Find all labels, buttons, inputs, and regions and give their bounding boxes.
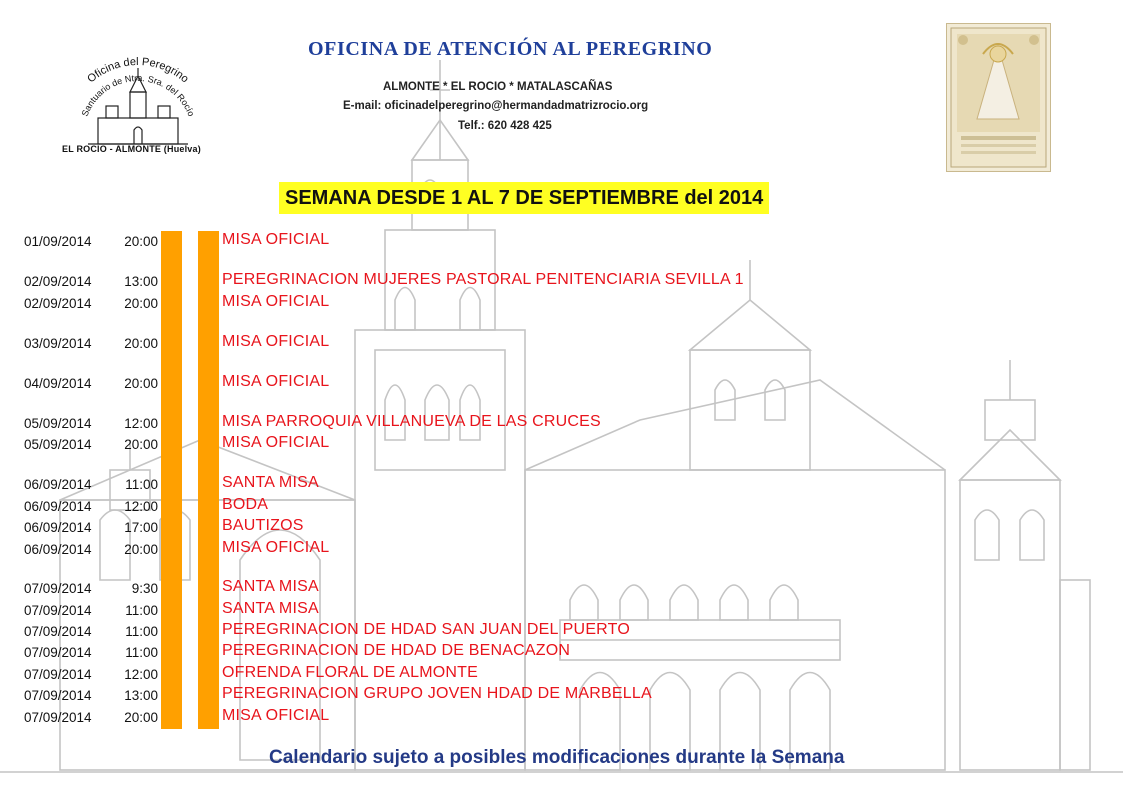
row-date: 06/09/2014 [24, 477, 92, 492]
row-event: PEREGRINACION MUJERES PASTORAL PENITENCIARIA SEVILLA 1 [222, 271, 744, 288]
row-time: 20:00 [124, 542, 158, 557]
row-date: 06/09/2014 [24, 499, 92, 514]
row-time: 20:00 [124, 710, 158, 725]
schedule-row [0, 707, 1123, 727]
row-event: MISA PARROQUIA VILLANUEVA DE LAS CRUCES [222, 413, 601, 430]
schedule-row [0, 293, 1123, 313]
schedule-row [0, 373, 1123, 393]
row-date: 06/09/2014 [24, 542, 92, 557]
row-date: 02/09/2014 [24, 274, 92, 289]
row-date: 07/09/2014 [24, 624, 92, 639]
row-event: PEREGRINACION GRUPO JOVEN HDAD DE MARBELLA [222, 685, 652, 702]
row-event: MISA OFICIAL [222, 373, 330, 390]
row-event: OFRENDA FLORAL DE ALMONTE [222, 664, 479, 681]
row-time: 11:00 [125, 603, 158, 618]
row-date: 01/09/2014 [24, 234, 92, 249]
row-date: 05/09/2014 [24, 437, 92, 452]
row-event: SANTA MISA [222, 600, 319, 617]
row-date: 07/09/2014 [24, 603, 92, 618]
office-phone: Telf.: 620 428 425 [458, 120, 552, 132]
row-time: 11:00 [125, 645, 158, 660]
office-email[interactable]: E-mail: oficinadelperegrino@hermandadmatrizrocio.org [343, 100, 649, 112]
schedule-row [0, 600, 1123, 620]
row-event: PEREGRINACION DE HDAD SAN JUAN DEL PUERTO [222, 621, 630, 638]
schedule-row [0, 685, 1123, 705]
schedule-row [0, 539, 1123, 559]
row-time: 11:00 [125, 477, 158, 492]
office-title: OFICINA DE ATENCIÓN AL PEREGRINO [308, 38, 713, 60]
row-time: 11:00 [125, 624, 158, 639]
schedule-row [0, 271, 1123, 291]
office-locations: ALMONTE * EL ROCIO * MATALASCAÑAS [383, 81, 613, 93]
row-event: MISA OFICIAL [222, 539, 330, 556]
row-time: 13:00 [124, 688, 158, 703]
row-event: MISA OFICIAL [222, 293, 330, 310]
week-banner: SEMANA DESDE 1 AL 7 DE SEPTIEMBRE del 2014 [279, 182, 769, 214]
logo-arc-text-2: Santuario de Ntra. Sra. del Rocío [79, 72, 197, 118]
row-time: 13:00 [124, 274, 158, 289]
row-date: 07/09/2014 [24, 645, 92, 660]
schedule-row [0, 474, 1123, 494]
row-date: 05/09/2014 [24, 416, 92, 431]
row-date: 06/09/2014 [24, 520, 92, 535]
row-event: BODA [222, 496, 269, 513]
row-event: SANTA MISA [222, 474, 319, 491]
logo-caption: EL ROCIO - ALMONTE (Huelva) [62, 144, 201, 154]
schedule-row [0, 413, 1123, 433]
row-event: PEREGRINACION DE HDAD DE BENACAZON [222, 642, 571, 659]
row-event: MISA OFICIAL [222, 707, 330, 724]
row-event: BAUTIZOS [222, 517, 304, 534]
schedule-row [0, 664, 1123, 684]
schedule-row [0, 621, 1123, 641]
schedule-row [0, 434, 1123, 454]
row-event: MISA OFICIAL [222, 333, 330, 350]
row-time: 12:00 [124, 416, 158, 431]
row-date: 07/09/2014 [24, 581, 92, 596]
row-time: 20:00 [124, 336, 158, 351]
schedule-row [0, 578, 1123, 598]
row-date: 07/09/2014 [24, 667, 92, 682]
row-event: SANTA MISA [222, 578, 319, 595]
row-time: 20:00 [124, 296, 158, 311]
row-date: 07/09/2014 [24, 710, 92, 725]
disclaimer-text: Calendario sujeto a posibles modificaciones durante la Semana [269, 747, 845, 768]
schedule-row [0, 496, 1123, 516]
row-time: 17:00 [124, 520, 158, 535]
row-event: MISA OFICIAL [222, 434, 330, 451]
row-date: 07/09/2014 [24, 688, 92, 703]
schedule-row [0, 517, 1123, 537]
schedule-row [0, 231, 1123, 251]
row-time: 12:00 [124, 667, 158, 682]
row-date: 02/09/2014 [24, 296, 92, 311]
row-time: 12:00 [124, 499, 158, 514]
row-time: 20:00 [124, 234, 158, 249]
row-time: 20:00 [124, 376, 158, 391]
row-event: MISA OFICIAL [222, 231, 330, 248]
schedule-row [0, 642, 1123, 662]
logo-arc-text: Oficina del Peregrino [85, 56, 191, 86]
row-time: 9:30 [131, 581, 158, 596]
row-time: 20:00 [124, 437, 158, 452]
schedule-row [0, 333, 1123, 353]
row-date: 03/09/2014 [24, 336, 92, 351]
row-date: 04/09/2014 [24, 376, 92, 391]
